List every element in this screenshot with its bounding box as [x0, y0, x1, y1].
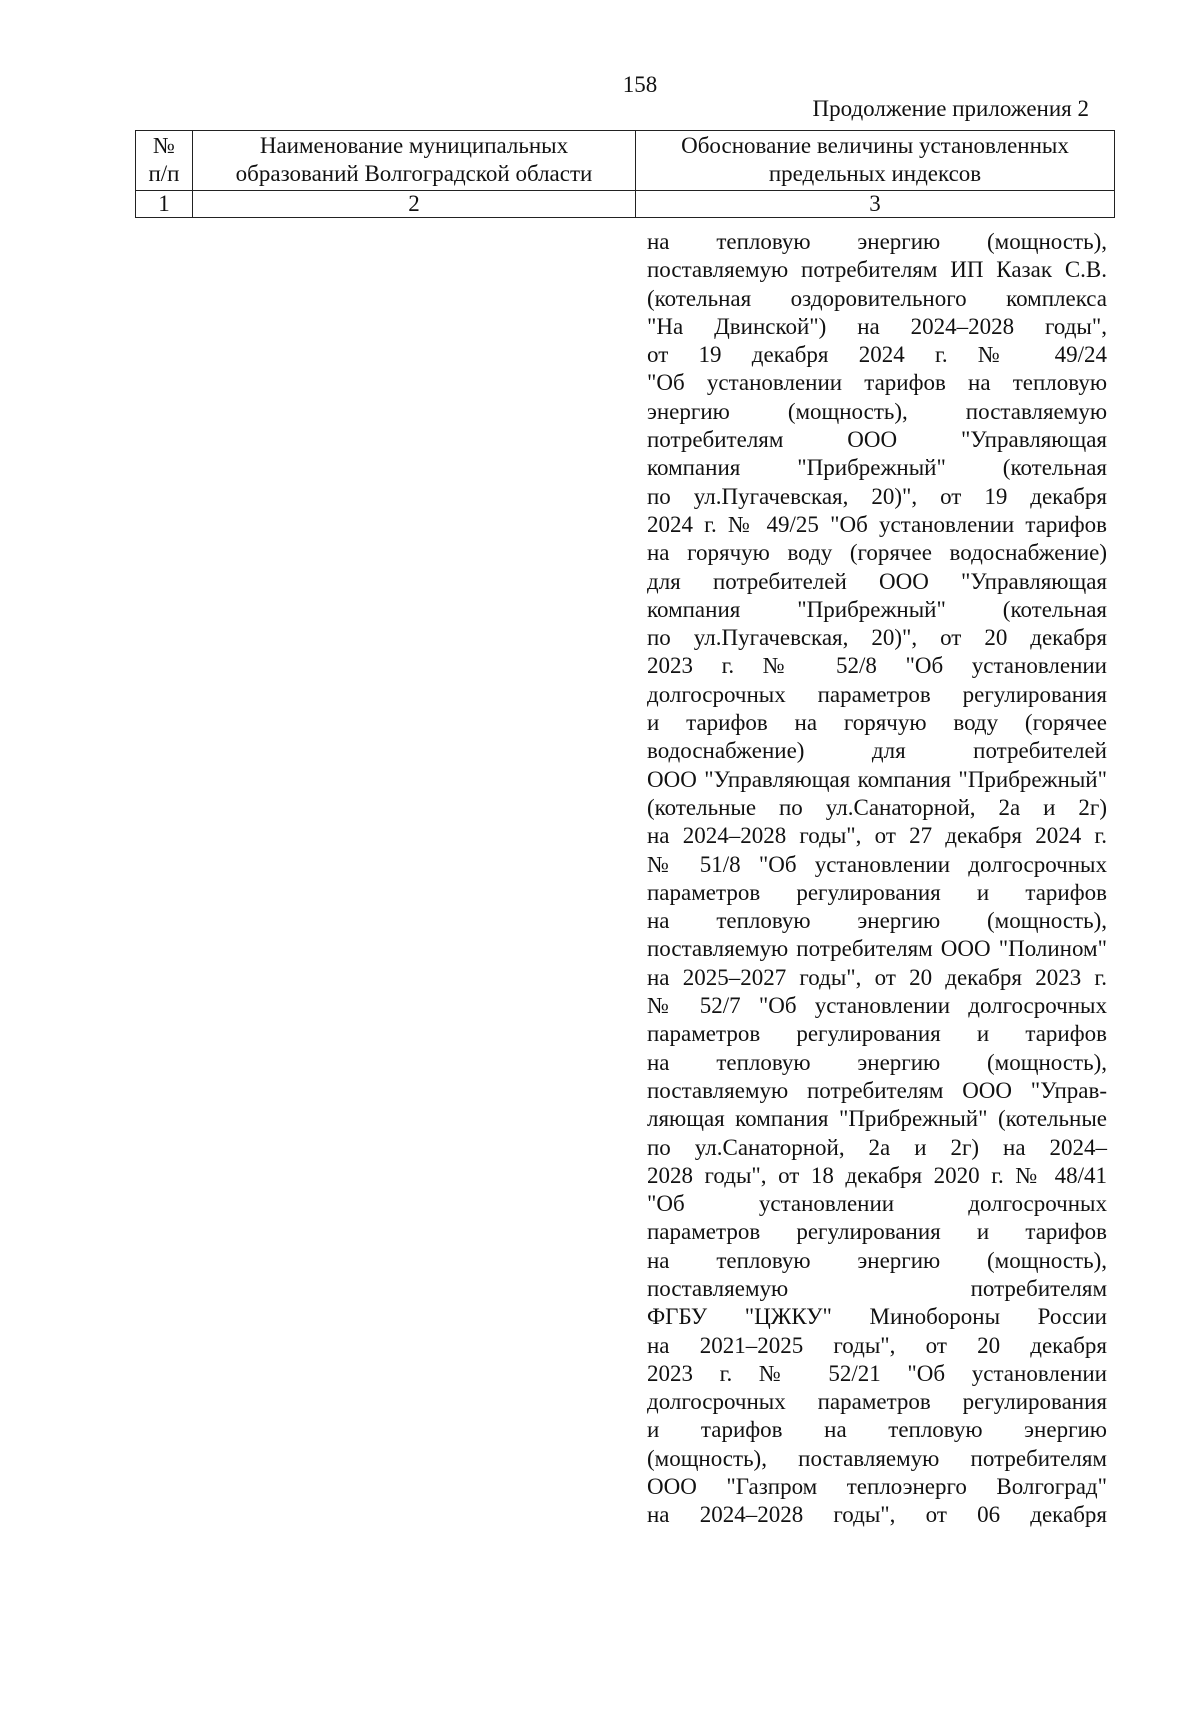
text-line: потребителям ООО "Управляющая — [647, 427, 1107, 453]
column-number-2: 2 — [193, 191, 636, 218]
header-col-municipality-line2: образований Волгоградской области — [235, 161, 593, 186]
text-line: "Об установлении долгосрочных — [647, 1191, 1107, 1217]
text-line: и тарифов на тепловую энергию — [647, 1417, 1107, 1443]
header-col-justification-line1: Обоснование величины установленных — [681, 133, 1069, 158]
continuation-note: Продолжение приложения 2 — [812, 96, 1089, 121]
text-line: по ул.Пугачевская, 20)", от 20 декабря — [647, 625, 1107, 651]
text-line: (мощность), поставляемую потребителям — [647, 1445, 1107, 1471]
text-line: поставляемую потребителям ООО "Полином" — [647, 936, 1107, 962]
text-line: на тепловую энергию (мощность), — [647, 229, 1107, 254]
text-line: на тепловую энергию (мощность), — [647, 908, 1107, 934]
text-line: энергию (мощность), поставляемую — [647, 398, 1107, 424]
text-line: на тепловую энергию (мощность), — [647, 1049, 1107, 1075]
text-line: по ул.Санаторной, 2а и 2г) на 2024– — [647, 1134, 1107, 1160]
text-line: поставляемую потребителям ООО "Управ- — [647, 1077, 1107, 1103]
header-col-justification — [636, 131, 1115, 191]
text-line: 2023 г. № 52/8 "Об установлении — [647, 653, 1107, 679]
text-line: долгосрочных параметров регулирования — [647, 1389, 1107, 1415]
header-col-municipality-line1: Наименование муниципальных — [259, 133, 569, 158]
text-line: ФГБУ "ЦЖКУ" Минобороны России — [647, 1304, 1107, 1330]
text-line: на горячую воду (горячее водоснабжение) — [647, 540, 1107, 566]
text-line: параметров регулирования и тарифов — [647, 1219, 1107, 1245]
text-line: (котельная оздоровительного комплекса — [647, 285, 1107, 311]
text-line: № 52/7 "Об установлении долгосрочных — [647, 993, 1107, 1019]
text-line: и тарифов на горячую воду (горячее — [647, 710, 1107, 736]
text-line: "Об установлении тарифов на тепловую — [647, 370, 1107, 396]
text-line: на 2024–2028 годы", от 06 декабря — [647, 1502, 1107, 1528]
header-col-number — [136, 131, 193, 191]
text-line: на 2021–2025 годы", от 20 декабря — [647, 1332, 1107, 1358]
header-col-number-line1: № — [153, 133, 175, 158]
header-col-municipality — [193, 131, 636, 191]
text-line: параметров регулирования и тарифов — [647, 879, 1107, 905]
column-number-row — [136, 191, 1115, 218]
text-line: "На Двинской") на 2024–2028 годы", — [647, 313, 1107, 339]
text-line: ляющая компания "Прибрежный" (котельные — [647, 1106, 1107, 1132]
text-line: компания "Прибрежный" (котельная — [647, 455, 1107, 481]
text-line: долгосрочных параметров регулирования — [647, 681, 1107, 707]
text-line: ООО "Управляющая компания "Прибрежный" — [647, 766, 1107, 792]
text-line: для потребителей ООО "Управляющая — [647, 568, 1107, 594]
text-line: 2024 г. № 49/25 "Об установлении тарифов — [647, 511, 1107, 537]
text-line: на 2025–2027 годы", от 20 декабря 2023 г. — [647, 964, 1107, 990]
text-line: поставляемую потребителям — [647, 1275, 1107, 1301]
text-line: компания "Прибрежный" (котельная — [647, 596, 1107, 622]
text-line: ООО "Газпром теплоэнерго Волгоград" — [647, 1474, 1107, 1500]
text-line: 2023 г. № 52/21 "Об установлении — [647, 1360, 1107, 1386]
text-line: параметров регулирования и тарифов — [647, 1021, 1107, 1047]
justification-text — [647, 228, 1107, 1530]
column-number-1: 1 — [136, 191, 193, 218]
text-line: водоснабжение) для потребителей — [647, 738, 1107, 764]
text-line: по ул.Пугачевская, 20)", от 19 декабря — [647, 483, 1107, 509]
page-number: 158 — [622, 72, 658, 97]
table-header — [135, 130, 1115, 218]
text-line: поставляемую потребителям ИП Казак С.В. — [647, 257, 1107, 283]
text-line: 2028 годы", от 18 декабря 2020 г. № 48/41 — [647, 1162, 1107, 1188]
text-line: на 2024–2028 годы", от 27 декабря 2024 г. — [647, 823, 1107, 849]
text-line: на тепловую энергию (мощность), — [647, 1247, 1107, 1273]
header-col-number-line2: п/п — [148, 161, 180, 186]
text-line: (котельные по ул.Санаторной, 2а и 2г) — [647, 794, 1107, 820]
header-row — [136, 131, 1115, 191]
text-line: от 19 декабря 2024 г. № 49/24 — [647, 342, 1107, 368]
text-line: № 51/8 "Об установлении долгосрочных — [647, 851, 1107, 877]
header-col-justification-line2: предельных индексов — [768, 161, 982, 186]
column-number-3: 3 — [636, 191, 1115, 218]
